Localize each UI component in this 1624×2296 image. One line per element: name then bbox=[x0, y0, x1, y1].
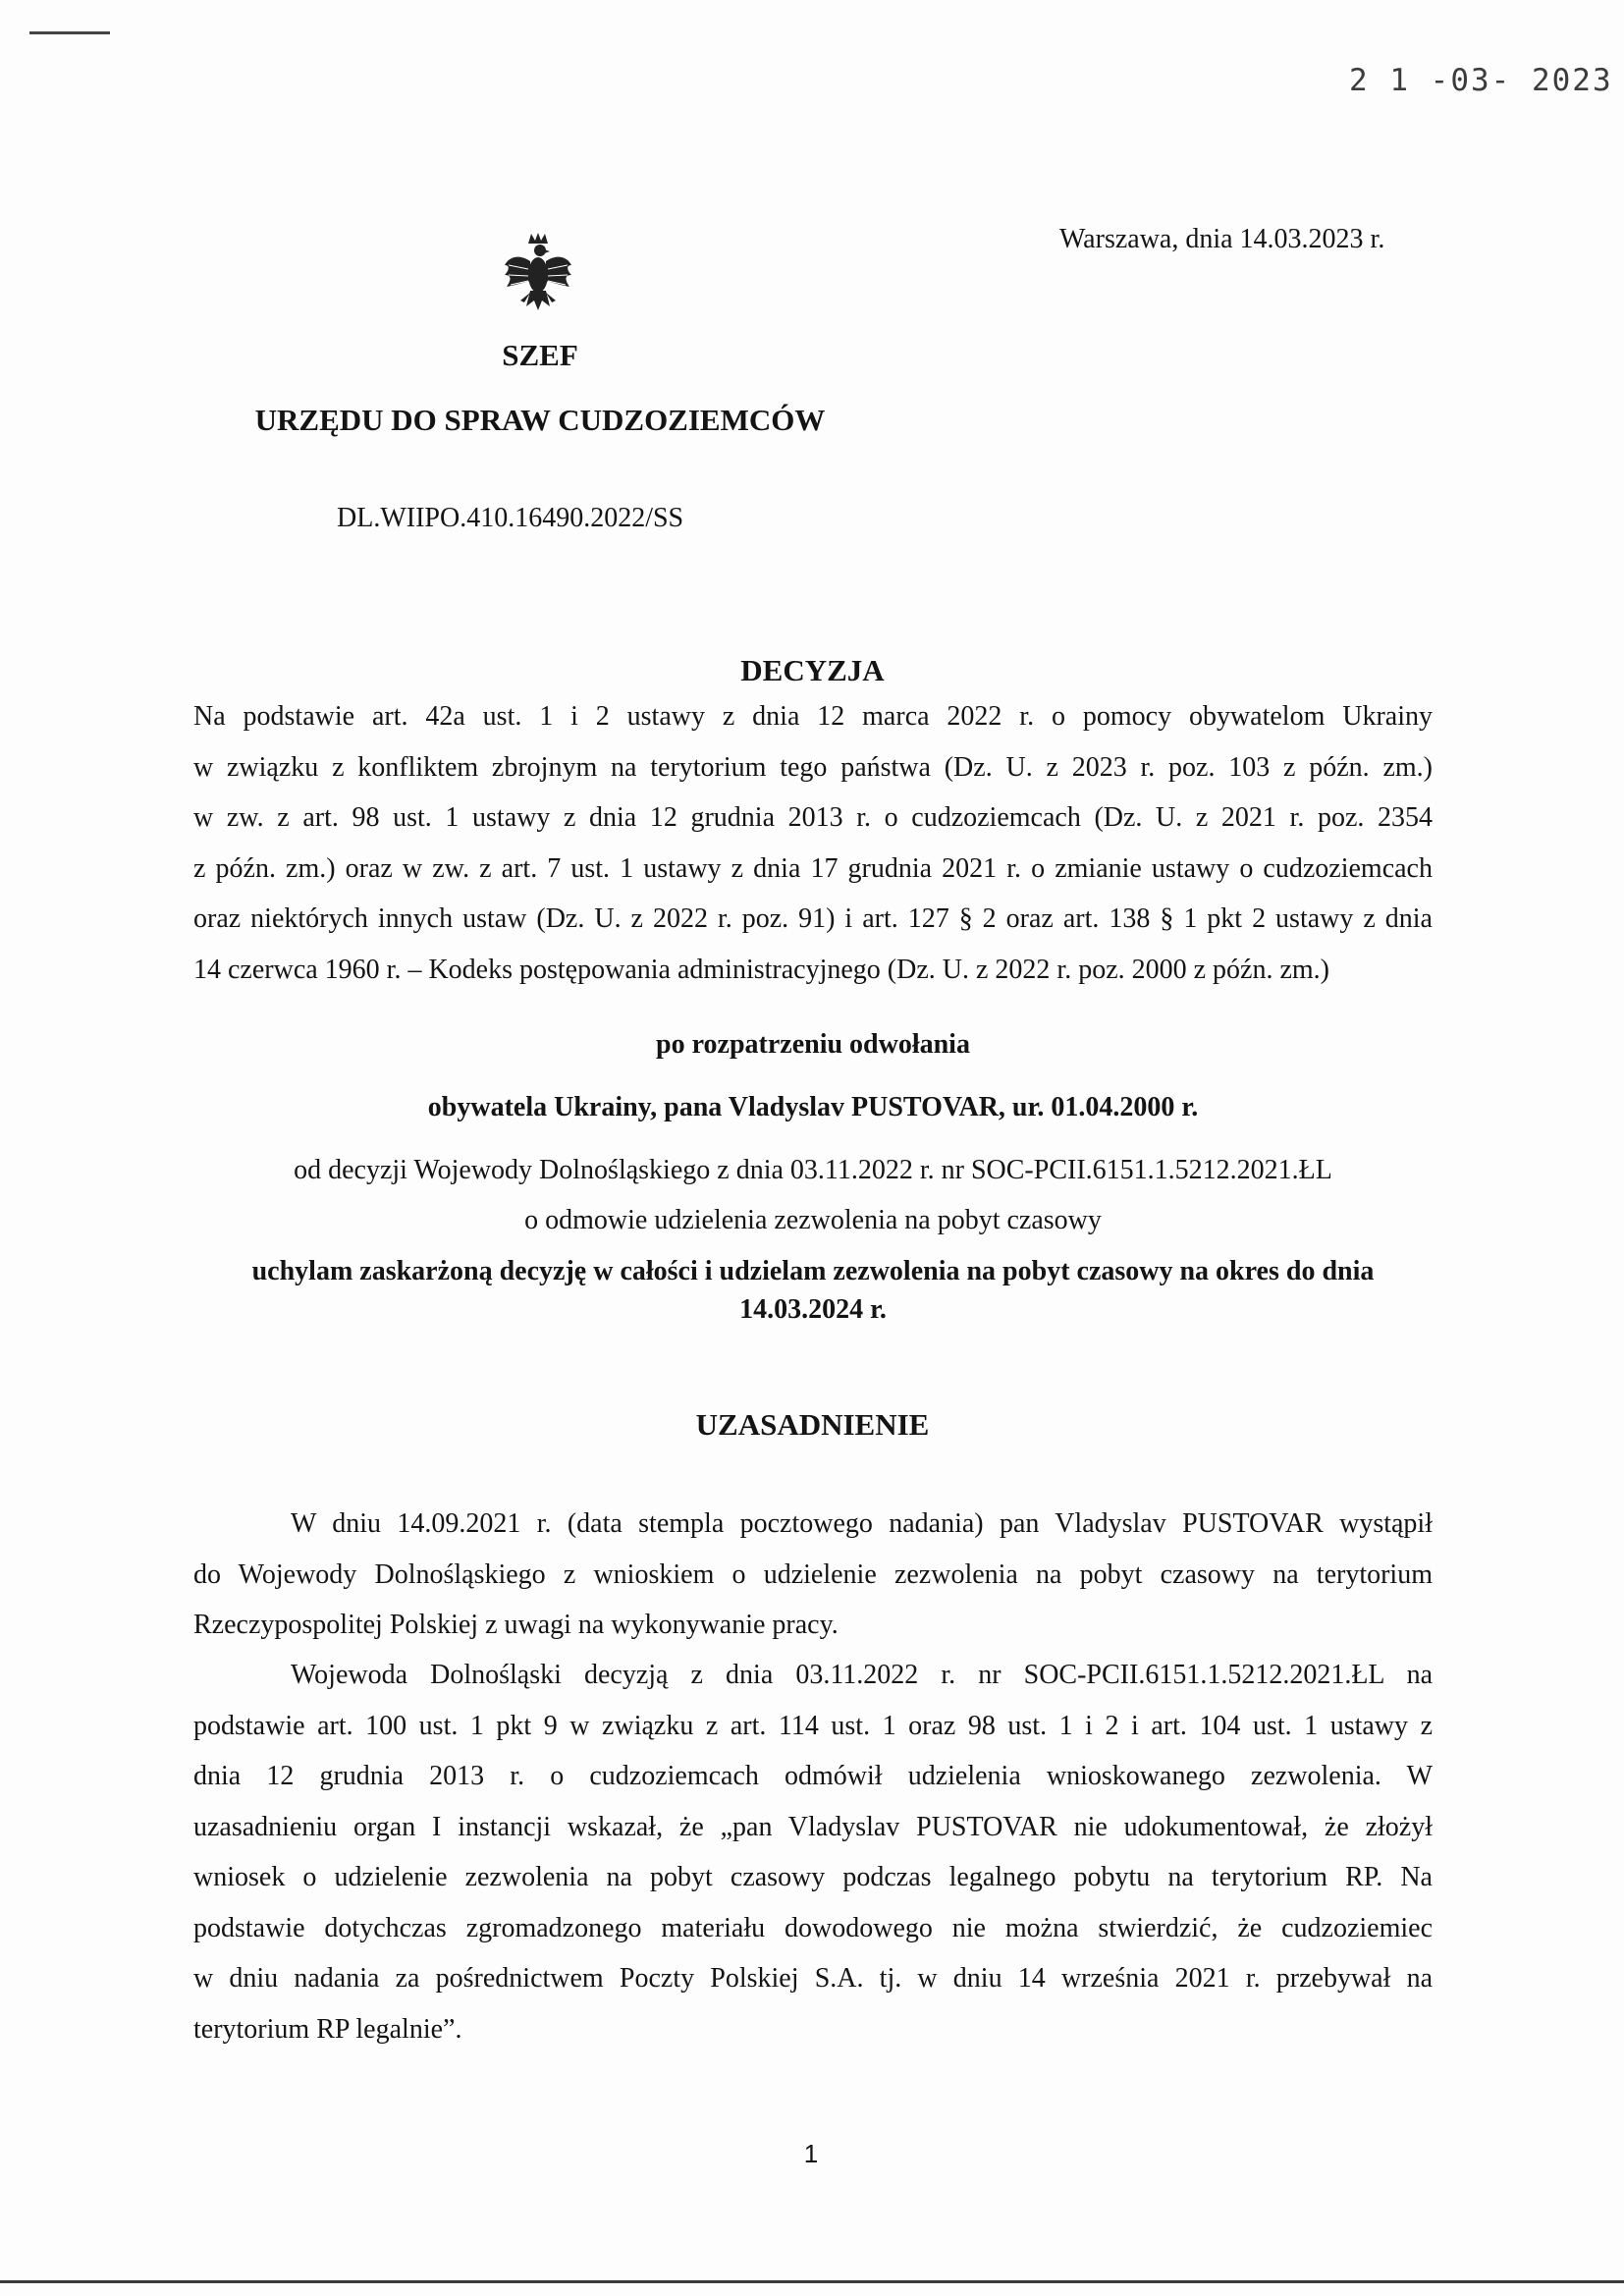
ruling-line: uchylam zaskarżoną decyzję w całości i udzielam zezwolenia na pobyt czasowy na okres do dnia bbox=[251, 1256, 1375, 1286]
place-and-date: Warszawa, dnia 14.03.2023 r. bbox=[1059, 224, 1385, 254]
legal-basis-line: Na podstawie art. 42a ust. 1 i 2 ustawy z dnia 12 marca 2022 r. o pomocy obywatelom Ukrainy bbox=[193, 701, 1433, 732]
page-number: 1 bbox=[803, 2139, 819, 2168]
decision-subject-line: o odmowie udzielenia zezwolenia na pobyt czasowy bbox=[524, 1205, 1102, 1235]
justification-line: podstawie dotychczas zgromadzonego materiału dowodowego nie można stwierdzić, że cudzoziemiec bbox=[193, 1912, 1433, 1943]
appealed-decision-line: od decyzji Wojewody Dolnośląskiego z dnia 03.11.2022 r. nr SOC-PCII.6151.1.5212.2021.ŁL bbox=[294, 1155, 1332, 1185]
justification-line: uzasadnieniu organ I instancji wskazał, że „pan Vladyslav PUSTOVAR nie udokumentował, że złożył bbox=[193, 1811, 1433, 1842]
justification-heading: UZASADNIENIE bbox=[695, 1407, 930, 1442]
ruling-date-line: 14.03.2024 r. bbox=[739, 1294, 887, 1325]
legal-basis-line: w zw. z art. 98 ust. 1 ustawy z dnia 12 grudnia 2013 r. o cudzoziemcach (Dz. U. z 2021 r. poz. 2354 bbox=[193, 802, 1433, 833]
appellant-line: obywatela Ukrainy, pana Vladyslav PUSTOVAR, ur. 01.04.2000 r. bbox=[427, 1092, 1199, 1122]
legal-basis-paragraph bbox=[193, 691, 1433, 995]
scan-edge-mark bbox=[29, 31, 110, 34]
after-review-line: po rozpatrzeniu odwołania bbox=[656, 1029, 970, 1060]
authority-office: URZĘDU DO SPRAW CUDZOZIEMCÓW bbox=[254, 403, 826, 437]
justification-line: podstawie art. 100 ust. 1 pkt 9 w związku z art. 114 ust. 1 oraz 98 ust. 1 i 2 i art. 104 ust. 1 ustawy z bbox=[193, 1710, 1433, 1741]
justification-line: w dniu nadania za pośrednictwem Poczty Polskiej S.A. tj. w dniu 14 września 2021 r. przebywał na bbox=[193, 1963, 1433, 1994]
legal-basis-line: w związku z konfliktem zbrojnym na terytorium tego państwa (Dz. U. z 2023 r. poz. 103 z późn. zm.) bbox=[193, 751, 1433, 783]
legal-basis-line: z późn. zm.) oraz w zw. z art. 7 ust. 1 ustawy z dnia 17 grudnia 2021 r. o zmianie ustawy o cudzoziemcach bbox=[193, 852, 1433, 884]
received-date-stamp: 2 1 -03- 2023 bbox=[1349, 63, 1613, 98]
justification-paragraph-1 bbox=[193, 1499, 1433, 1651]
scan-bottom-edge bbox=[0, 2280, 1624, 2283]
justification-paragraph-2 bbox=[193, 1650, 1433, 2054]
justification-line: do Wojewody Dolnośląskiego z wnioskiem o udzielenie zezwolenia na pobyt czasowy na terytorium bbox=[193, 1558, 1433, 1590]
justification-line: terytorium RP legalnie”. bbox=[193, 2013, 462, 2045]
justification-line: dnia 12 grudnia 2013 r. o cudzoziemcach odmówił udzielenia wnioskowanego zezwolenia. W bbox=[193, 1761, 1433, 1791]
justification-line: wniosek o udzielenie zezwolenia na pobyt czasowy podczas legalnego pobytu na terytorium RP. Na bbox=[193, 1862, 1433, 1892]
legal-basis-line: oraz niektórych innych ustaw (Dz. U. z 2022 r. poz. 91) i art. 127 § 2 oraz art. 138 § 1 pkt 2 ustawy z dnia bbox=[193, 903, 1433, 934]
justification-line: Rzeczypospolitej Polskiej z uwagi na wykonywanie pracy. bbox=[193, 1610, 839, 1640]
decision-heading: DECYZJA bbox=[740, 653, 885, 687]
legal-basis-line: 14 czerwca 1960 r. – Kodeks postępowania administracyjnego (Dz. U. z 2022 r. poz. 2000 z późn. zm.) bbox=[193, 954, 1330, 985]
polish-eagle-emblem bbox=[501, 232, 575, 320]
case-number: DL.WIIPO.410.16490.2022/SS bbox=[337, 503, 684, 533]
justification-line: W dniu 14.09.2021 r. (data stempla pocztowego nadania) pan Vladyslav PUSTOVAR wystąpił bbox=[291, 1508, 1433, 1539]
justification-line: Wojewoda Dolnośląski decyzją z dnia 03.11.2022 r. nr SOC-PCII.6151.1.5212.2021.ŁL na bbox=[291, 1660, 1433, 1690]
authority-title: SZEF bbox=[502, 338, 578, 372]
